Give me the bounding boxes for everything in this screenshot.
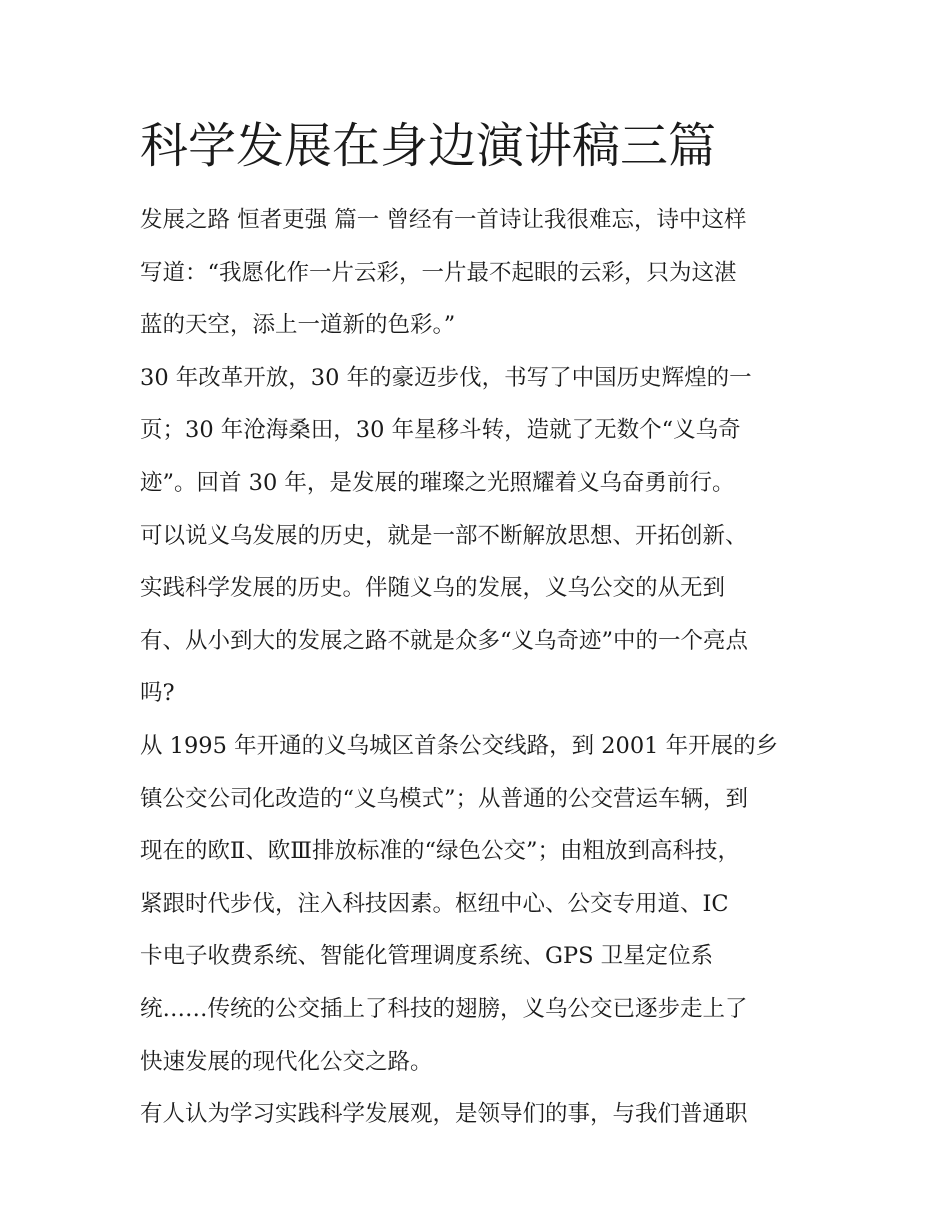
- text-line: 蓝的天空，添上一道新的色彩。”: [140, 312, 456, 339]
- text-line: 有、从小到大的发展之路不就是众多“义乌奇迹”中的一个亮点: [140, 627, 749, 654]
- text-line: 发展之路 恒者更强 篇一 曾经有一首诗让我很难忘，诗中这样: [140, 207, 747, 233]
- text-line: 卡电子收费系统、智能化管理调度系统、GPS 卫星定位系: [140, 943, 714, 970]
- text-line: 写道：“我愿化作一片云彩，一片最不起眼的云彩，只为这湛: [140, 259, 737, 286]
- text-line: 迹”。回首 30 年，是发展的璀璨之光照耀着义乌奋勇前行。: [140, 469, 735, 496]
- text-line: 统……传统的公交插上了科技的翅膀，义乌公交已逐步走上了: [140, 995, 748, 1022]
- text-line: 实践科学发展的历史。伴随义乌的发展，义乌公交的从无到: [140, 575, 726, 602]
- text-line: 从 1995 年开通的义乌城区首条公交线路，到 2001 年开展的乡: [140, 732, 779, 759]
- text-line: 吗?: [140, 680, 175, 707]
- text-line: 页；30 年沧海桑田，30 年星移斗转，造就了无数个“义乌奇: [140, 417, 741, 444]
- body-text: [140, 194, 820, 1141]
- text-line: 有人认为学习实践科学发展观，是领导们的事，与我们普通职: [140, 1101, 748, 1128]
- page-title: 科学发展在身边演讲稿三篇: [140, 118, 717, 174]
- text-line: 紧跟时代步伐，注入科技因素。枢纽中心、公交专用道、IC: [140, 890, 729, 917]
- text-line: 镇公交公司化改造的“义乌模式”；从普通的公交营运车辆，到: [140, 785, 749, 812]
- text-line: 现在的欧Ⅱ、欧Ⅲ排放标准的“绿色公交”；由粗放到高科技，: [140, 838, 740, 865]
- text-line: 30 年改革开放，30 年的豪迈步伐，书写了中国历史辉煌的一: [140, 364, 752, 391]
- text-line: 快速发展的现代化公交之路。: [140, 1048, 433, 1075]
- text-line: 可以说义乌发展的历史，就是一部不断解放思想、开拓创新、: [140, 522, 748, 549]
